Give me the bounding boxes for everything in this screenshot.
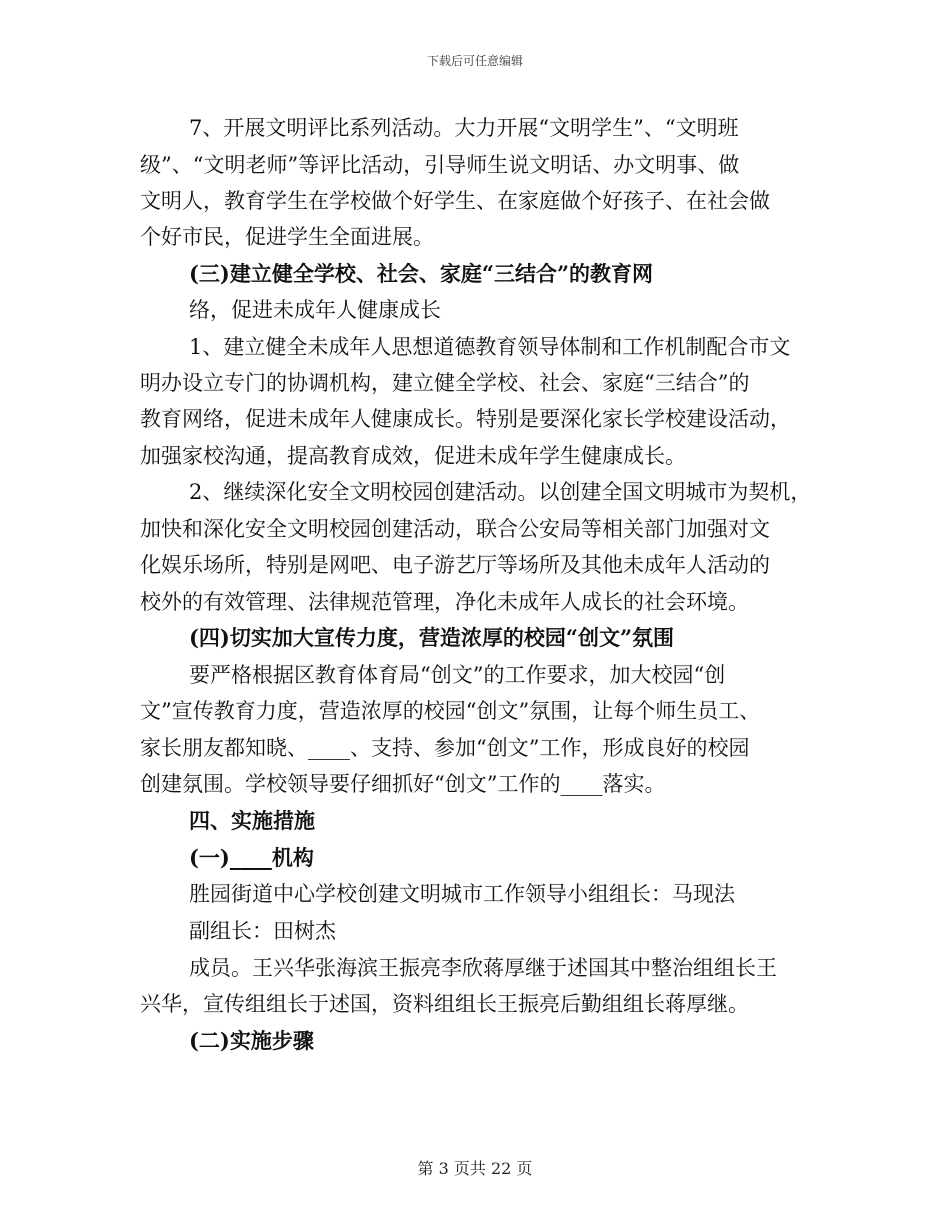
section-heading-continued: 络，促进未成年人健康成长 bbox=[189, 298, 441, 322]
paragraph-line: 2、继续深化安全文明校园创建活动。以创建全国文明城市为契机， bbox=[189, 480, 812, 504]
paragraph-line: 兴华，宣传组组长于述国，资料组组长王振亮后勤组组长蒋厚继。 bbox=[140, 992, 749, 1016]
paragraph-line: 级”、“文明老师”等评比活动，引导师生说文明话、办文明事、做 bbox=[140, 153, 740, 177]
paragraph-line: 家长朋友都知晓、____、支持、参加“创文”工作，形成良好的校园 bbox=[140, 736, 750, 760]
paragraph-line: 明办设立专门的协调机构，建立健全学校、社会、家庭“三结合”的 bbox=[140, 371, 750, 395]
paragraph-line: 加强家校沟通，提高教育成效，促进未成年学生健康成长。 bbox=[140, 444, 686, 468]
subsection-heading: (二)实施步骤 bbox=[189, 1028, 314, 1053]
paragraph-line: 个好市民，促进学生全面进展。 bbox=[140, 225, 434, 249]
section-heading: (三)建立健全学校、社会、家庭“三结合”的教育网 bbox=[189, 261, 654, 286]
paragraph-line: 文”宣传教育力度，营造浓厚的校园“创文”氛围，让每个师生员工、 bbox=[140, 699, 761, 723]
page-footer: 第 3 页共 22 页 bbox=[417, 1159, 533, 1178]
paragraph-line: 要严格根据区教育体育局“创文”的工作要求，加大校园“创 bbox=[189, 663, 726, 687]
page-header: 下载后可任意编辑 bbox=[426, 54, 523, 68]
paragraph-line: 创建氛围。学校领导要仔细抓好“创文”工作的____落实。 bbox=[140, 772, 666, 796]
paragraph-line: 胜园街道中心学校创建文明城市工作领导小组组长：马现法 bbox=[189, 882, 735, 906]
paragraph-line: 副组长：田树杰 bbox=[189, 919, 336, 943]
paragraph-line: 7、开展文明评比系列活动。大力开展“文明学生”、“文明班 bbox=[189, 116, 739, 140]
paragraph-line: 化娱乐场所，特别是网吧、电子游艺厅等场所及其他未成年人活动的 bbox=[140, 553, 770, 577]
paragraph-line: 文明人，教育学生在学校做个好学生、在家庭做个好孩子、在社会做 bbox=[140, 189, 770, 213]
section-heading: 四、实施措施 bbox=[189, 808, 315, 833]
paragraph-line: 成员。王兴华张海滨王振亮李欣蒋厚继于述国其中整治组组长王 bbox=[189, 956, 777, 980]
subsection-heading: (一)____机构 bbox=[189, 845, 314, 870]
paragraph-line: 1、建立健全未成年人思想道德教育领导体制和工作机制配合市文 bbox=[189, 335, 791, 359]
section-heading: (四)切实加大宣传力度，营造浓厚的校园“创文”氛围 bbox=[189, 625, 675, 650]
paragraph-line: 教育网络，促进未成年人健康成长。特别是要深化家长学校建设活动， bbox=[140, 407, 791, 431]
paragraph-line: 校外的有效管理、法律规范管理，净化未成年人成长的社会环境。 bbox=[140, 590, 749, 614]
paragraph-line: 加快和深化安全文明校园创建活动，联合公安局等相关部门加强对文 bbox=[140, 517, 770, 541]
